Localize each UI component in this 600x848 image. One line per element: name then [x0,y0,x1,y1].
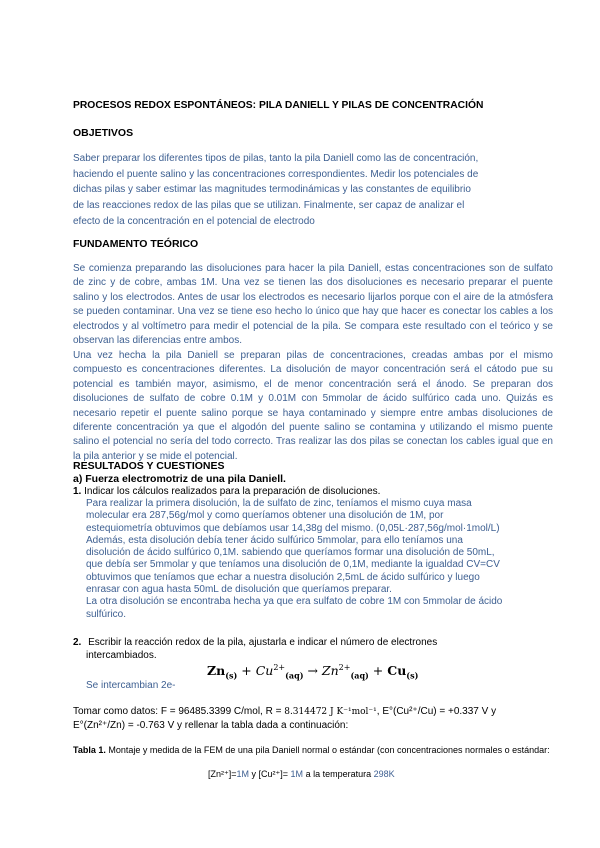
question-2 [73,637,553,662]
cond-cu-label: y [Cu²⁺]= [249,769,291,779]
objetivos-line: haciendo el puente salino y las concentraciones correspondientes. Medir los potenciales de [73,168,479,180]
cond-cu-value: 1M [290,769,304,779]
question-2-text-cont: intercambiados. [86,649,157,661]
answer-1-line: que debía ser 5mmolar y que teníamos una disolución de 0,1M, mediante la igualdad CV=CV [86,559,500,571]
answer-1-line: disolución de ácido sulfúrico 0,1M. sabiendo que queríamos formar una disolución de 50mL, [86,547,495,559]
data-line-1b: , E°(Cu²⁺/Cu) = +0.337 V y [376,706,497,717]
data-line-1a: Tomar como datos: F = 96485.3399 C/mol, R = [73,706,285,717]
question-1-number: 1. [73,486,82,497]
resultados-heading: RESULTADOS Y CUESTIONES [73,460,225,472]
eq-plus-2: + [368,663,388,679]
answer-2: Se intercambian 2e- [86,680,176,691]
eq-cu: Cu [387,663,407,679]
cond-temp-value: 298K [373,769,395,779]
question-2-text: Escribir la reacción redox de la pila, ajustarla e indicar el número de electrones [88,637,438,648]
question-1 [73,486,553,499]
fundamento-paragraph-1: Se comienza preparando las disoluciones para hacer la pila Daniell, estas concentraciones son de sulfato de zinc y de cobre, ambas 1M. Una vez se tienen las dos disoluciones es necesario preparar el puente salino y los electrodos. Antes de usar los electrodos es necesario lijarlos porque con el aire de la atmósfera se pueden contaminar. Una vez se tiene eso hecho lo único que hay que hacer es conectar los cables a los electrodos y al voltímetro para medir el potencial de la pila. Se compara este resultado con el teórico y se observan las diferencias entre ambos. [73,263,553,347]
answer-1-line: molecular era 287,56g/mol y como queríamos obtener una disolución de 1M, por [86,510,444,522]
data-line-1 [73,705,553,719]
eq-plus: + [237,663,256,679]
answer-1-line: enrasar con agua hasta 50mL de disolución que queríamos preparar. [86,584,392,596]
table-caption [73,744,553,756]
eq-zn-charge: 2+ [338,663,351,672]
answer-1-line: sulfúrico. [86,608,127,620]
answer-1-line: obtuvimos que teníamos que echar a nuestra disolución 2,5mL de ácido sulfúrico y luego [86,571,480,583]
question-2-number: 2. [73,637,82,648]
data-statement [73,705,553,732]
cond-zn-label: [Zn²⁺]= [208,769,237,779]
objetivos-heading: OBJETIVOS [73,127,134,139]
objetivos-line: de las reacciones redox de las pilas que se utilizan. Finalmente, ser capaz de analizar el [73,200,465,212]
eq-cu-state: (aq) [285,670,304,681]
objetivos-line: dichas pilas y saber estimar las magnitudes termodinámicas y las constantes de equilibrio [73,184,471,196]
gas-constant: 8.314472 J K⁻¹mol⁻¹ [284,707,377,717]
table-conditions [208,768,508,781]
fundamento-heading: FUNDAMENTO TEÓRICO [73,238,199,250]
data-line-2: E°(Zn²⁺/Zn) = -0.763 V y rellenar la tabla dada a continuación: [73,720,349,731]
eq-zn-state: (s) [225,670,238,681]
section-a-heading: a) Fuerza electromotriz de una pila Daniell. [73,473,286,485]
table-caption-text: Montaje y medida de la FEM de una pila Daniell normal o estándar (con concentraciones normales o estándar: [105,745,550,755]
fundamento-paragraph-2: Una vez hecha la pila Daniell se preparan pilas de concentraciones, creadas ambas por el mismo compuesto es concentraciones diferentes. La disolución de mayor concentración será el cátodo pue su potencial es también mayor, asimismo, el de menor concentración será el ánodo. Se preparan dos disoluciones de sulfato de cobre 0.1M y 0.01M con 5mmolar de ácido sulfúrico cada uno. Quizás es necesario repetir el puente salino porque se haya contaminado y siempre entre ambas disoluciones de diferente concentración ya que el algodón del puente salino se contamina y utilizando el mismo puente salino el potencial no sería del todo correcto. Tras realizar las dos pilas se conectan los cables igual que en la pila anterior y se mide el potencial. [73,350,553,462]
answer-1-line: Para realizar la primera disolución, la de sulfato de zinc, teníamos el mismo cuya masa [86,498,472,509]
objetivos-line: efecto de la concentración en el potencial de electrodo [73,215,315,227]
objetivos-text [73,151,553,230]
eq-zn-ion: Zn [321,663,339,679]
question-1-text: Indicar los cálculos realizados para la preparación de disoluciones. [84,486,381,497]
answer-1 [86,498,556,621]
eq-cu-charge: 2+ [273,663,286,672]
eq-zn: Zn [207,663,226,679]
eq-zn-ion-state: (aq) [350,670,369,681]
redox-equation [207,663,418,681]
answer-1-line: Además, esta disolución debía tener ácido sulfúrico 5mmolar, para ello teníamos una [86,534,463,546]
answer-1-line: estequiometría obtuvimos que debíamos usar 14,38g del mismo. (0,05L·287,56g/mol·1mol/L) [86,522,500,534]
eq-arrow: → [303,663,322,679]
answer-1-line: La otra disolución se encontraba hecha ya que era sulfato de cobre 1M con 5mmolar de ácido [86,596,503,608]
table-label: Tabla 1. [73,745,106,755]
cond-temp-label: a la temperatura [303,769,374,779]
eq-cu-s-state: (s) [406,670,419,681]
cond-zn-value: 1M [236,769,250,779]
eq-cu-ion: Cu [255,663,274,679]
objetivos-line: Saber preparar los diferentes tipos de pilas, tanto la pila Daniell como las de concentración, [73,153,479,164]
page-title: PROCESOS REDOX ESPONTÁNEOS: PILA DANIELL Y PILAS DE CONCENTRACIÓN [73,100,484,111]
